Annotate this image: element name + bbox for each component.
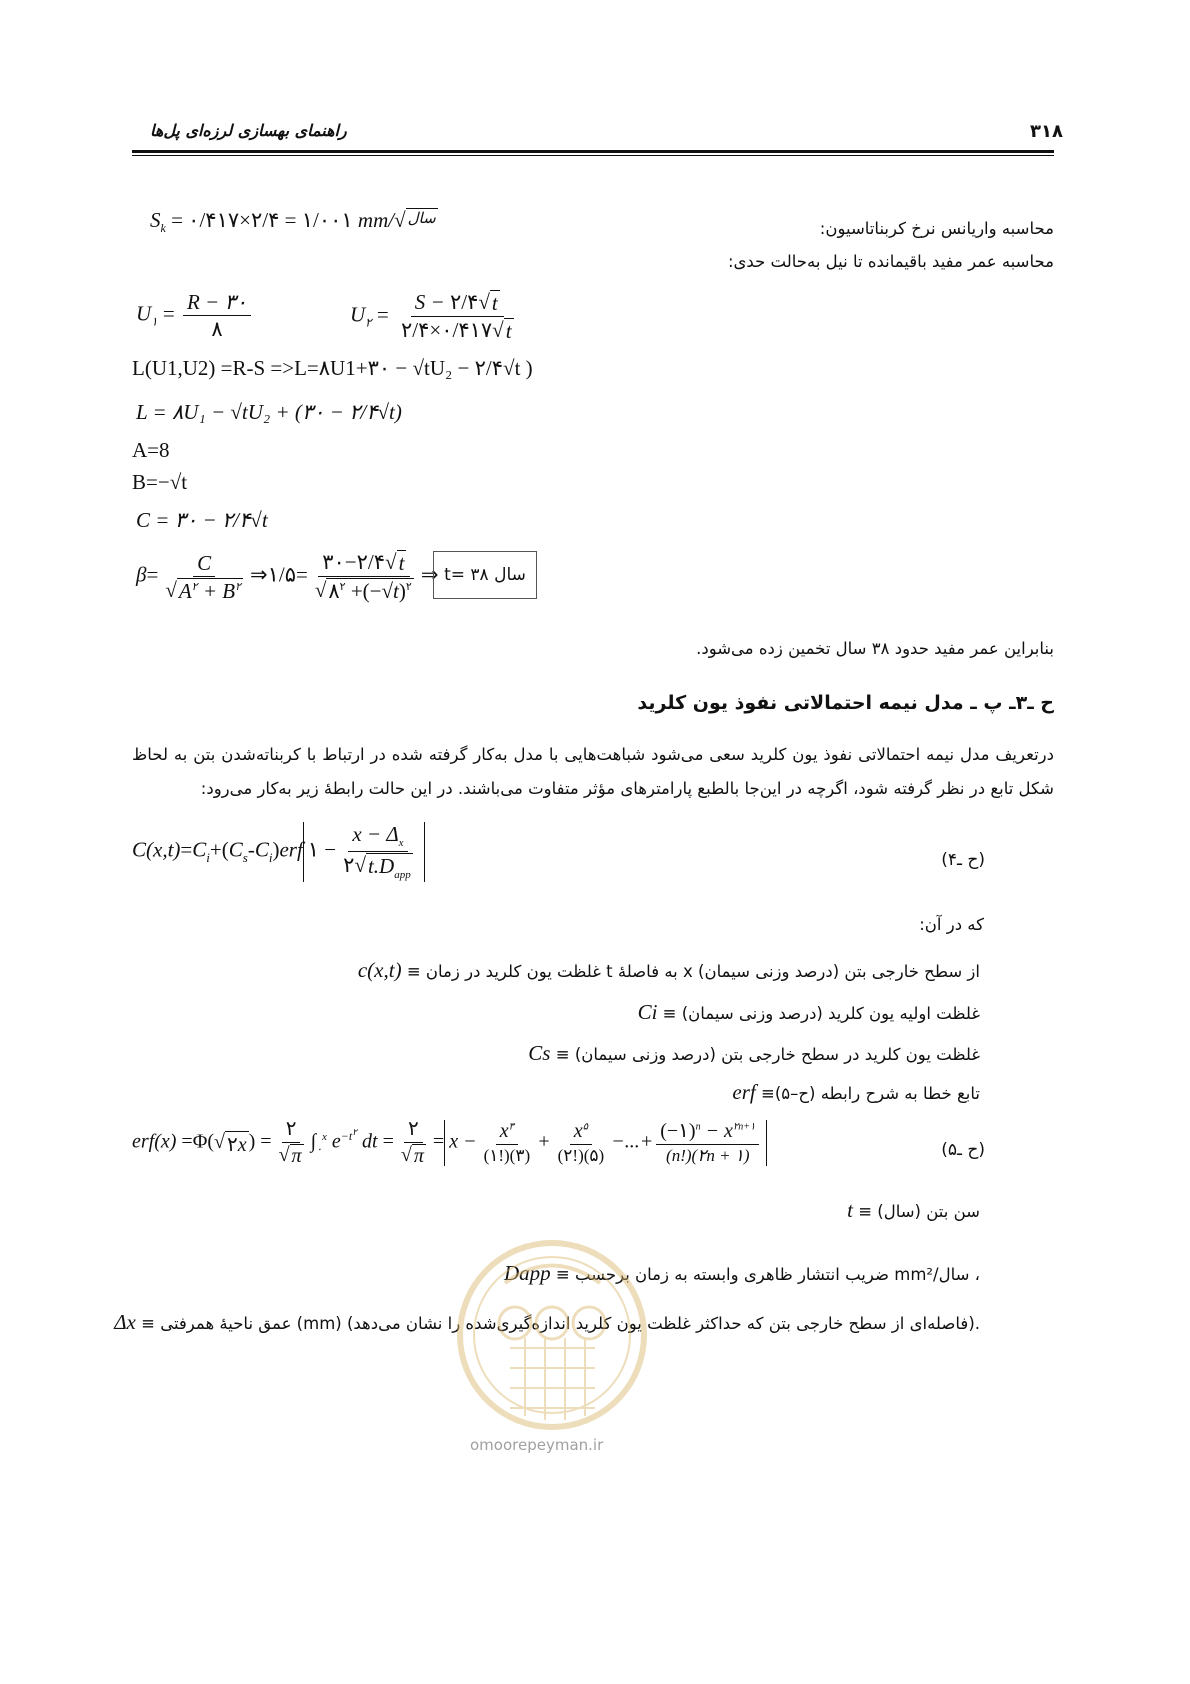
def-cs-symbol: Cs xyxy=(528,1041,551,1065)
section-heading: ح ـ۳ـ پ ـ مدل نیمه احتمالاتی نفوذ یون کلرید xyxy=(637,692,1054,714)
header-rule-thin xyxy=(132,155,1054,156)
equation-4-label: (ح ـ۴) xyxy=(941,850,985,870)
equation-5-label: (ح ـ۵) xyxy=(941,1140,985,1160)
variance-formula: $S_k$ = ۰/۴۱۷×۲/۴ = ۱/۰۰۱ mm/ √ سال xyxy=(150,208,436,236)
def-cs xyxy=(528,1036,980,1072)
equation-5: erf(x) =Φ( √ ۲x ) = ۲ √ π $\int_۰^x$ $e^{-t^۲}$ dt = ۲ √ π = x − $\frac{x^۳}{(۱!)(۳)}$ + $\frac{x^۵}{(۲!)(۵)}$ −...+ $\frac{(-۱)^n - x^{۲n+۱}}{(n!)(۲n + ۱)}$ xyxy=(132,1118,767,1168)
def-cs-text: ≡ غلظت یون کلرید در سطح خارجی بتن (درصد وزنی سیمان) xyxy=(555,1045,980,1064)
watermark-seal xyxy=(455,1238,650,1433)
def-t-text: ≡ سن بتن (سال) xyxy=(858,1202,980,1221)
def-dapp-text: ≡ ضریب انتشار ظاهری وابسته به زمان برحسب mm²/سال ، xyxy=(555,1265,980,1284)
equation-4: $C(x,t)=C_i+(C_s-C_i)erf$ ۱ − $x - \Delta_x$ ۲ √ $t.D_{app}$ xyxy=(132,822,425,882)
def-cxt xyxy=(358,953,980,989)
page-number: ۳۱۸ xyxy=(1030,121,1063,142)
def-erf xyxy=(732,1075,980,1111)
def-erf-symbol: erf xyxy=(732,1080,756,1104)
def-ci-symbol: Ci xyxy=(637,1000,658,1024)
def-dx-text: ≡ عمق ناحیهٔ همرفتی (mm) (فاصله‌ای از سطح خارجی بتن که حداکثر غلظت یون کلرید اندازه‌گیری‌شده را نشان می‌دهد). xyxy=(141,1314,980,1333)
A-value: A=8 xyxy=(132,438,170,462)
limit-state-line: L(U1,U2) =R-S =>L=۸U1+۳۰ − √tU₂ − ۲/۴√t ) xyxy=(132,356,533,380)
u1-formula: $U_۱$ = $\frac{R - ۳۰}{۸}$ xyxy=(136,290,254,341)
def-cxt-symbol: c(x,t) xyxy=(357,958,402,982)
def-erf-text: ≡تابع خطا به شرح رابطه (ح–۵) xyxy=(760,1084,980,1103)
def-ci xyxy=(638,995,980,1031)
result-box xyxy=(433,551,537,599)
variance-label: محاسبه واریانس نرخ کربناتاسیون: xyxy=(819,219,1054,238)
beta-equation: β= C √ $A^۲ + B^۲$ ⇒۱/۵= ۳۰−۲/۴ √ t √ $۸^۲ +(-√t)^۲$ ⇒ xyxy=(136,550,439,604)
life-label: محاسبه عمر مفید باقیمانده تا نیل به‌حالت حدی: xyxy=(727,252,1054,271)
result-text: t= ۳۸ سال xyxy=(444,565,526,585)
def-t xyxy=(847,1193,980,1229)
where-label: که در آن: xyxy=(919,915,984,934)
def-ci-text: ≡ غلظت اولیه یون کلرید (درصد وزنی سیمان) xyxy=(662,1004,980,1023)
def-dapp-symbol: Dapp xyxy=(503,1261,551,1285)
C-value: C = ۳۰ − ۲/۴√t xyxy=(136,508,268,532)
B-value: B=−√t xyxy=(132,470,188,494)
section-paragraph: درتعریف مدل نیمه احتمالاتی نفوذ یون کلرید سعی می‌شود شباهت‌هایی با مدل به‌کار گرفته شده در ارتباط با کربناته‌شدن بتن به لحاظ شکل تابع در نظر گرفته شود، اگرچه در این‌جا بالطبع پارامترهای مؤثر متفاوت می‌باشند. در این حالت رابطهٔ زیر به‌کار می‌رود: xyxy=(132,745,1054,798)
watermark-site: omoorepeyman.ir xyxy=(470,1436,604,1454)
L-equation: L = ۸U₁ − √tU₂ + (۳۰ − ۲/۴√t) xyxy=(136,400,402,424)
conclusion: بنابراین عمر مفید حدود ۳۸ سال تخمین زده می‌شود. xyxy=(696,639,1054,658)
def-cxt-text: ≡ غلظت یون کلرید در زمان t به فاصلهٔ x از سطح خارجی بتن (درصد وزنی سیمان) xyxy=(406,962,980,981)
u2-formula: $U_۲$ = S − ۲/۴ √ t ۲/۴×۰/۴۱۷ √ t xyxy=(350,290,512,344)
def-t-symbol: t xyxy=(847,1198,853,1222)
def-dx-symbol: Δx xyxy=(114,1310,136,1334)
header-rule xyxy=(132,150,1054,153)
book-title: راهنمای بهسازی لرزه‌ای پل‌ها xyxy=(150,121,347,140)
